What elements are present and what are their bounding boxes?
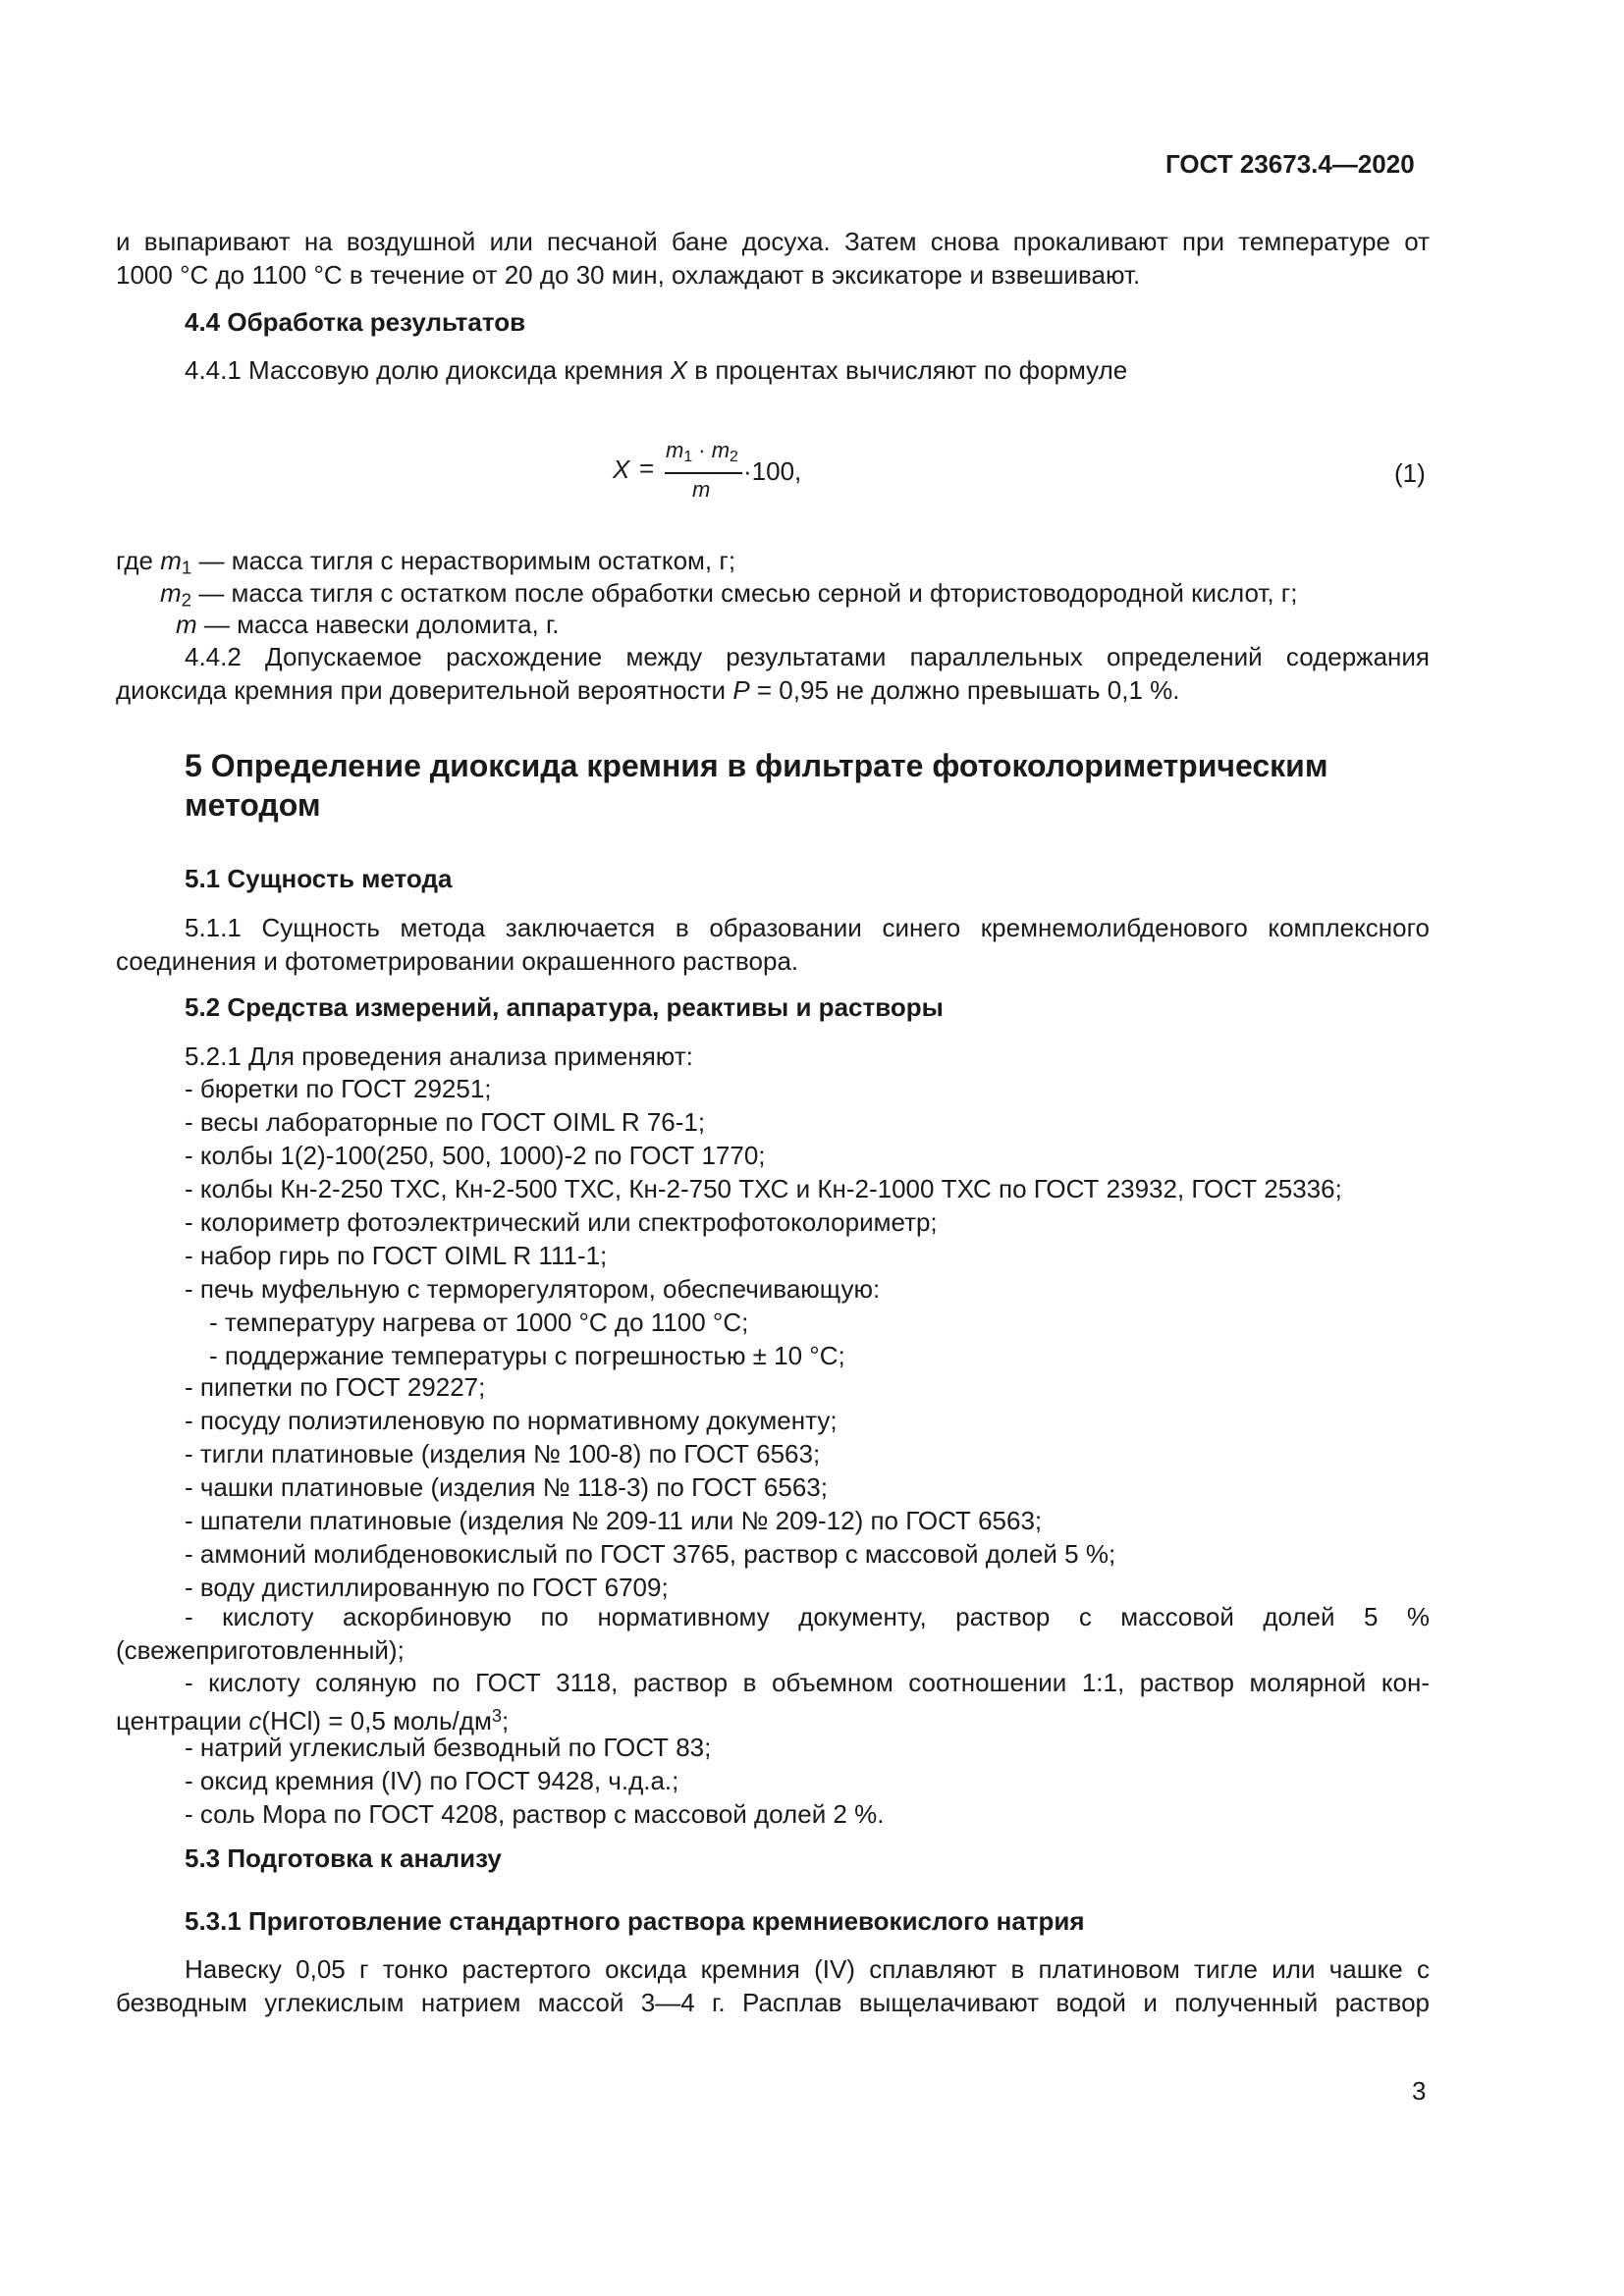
page-number: 3: [1412, 2076, 1427, 2106]
furnace-sub-list: [209, 1306, 845, 1372]
section-5-3-heading: 5.3 Подготовка к анализу: [185, 1843, 502, 1873]
paragraph-5-1-1: 5.1.1 Сущность метода заключается в образовании синего кремнемолибденового комплексного соединения и фотометрировании окрашенного раствора.: [116, 913, 1430, 976]
formula-equals: =: [639, 454, 655, 483]
paragraph-4-4-1: 4.4.1 Массовую долю диоксида кремния X в процентах вычисляют по формуле: [185, 355, 1128, 385]
p442-line-2: диоксида кремния при доверительной вероятности P = 0,95 не должно превышать 0,1 %.: [116, 675, 1180, 705]
intro-line-1: и выпаривают на воздушной или песчаной бане досуха. Затем снова прокаливают при температуре от: [116, 227, 1430, 256]
formula-denominator: m: [692, 477, 711, 502]
list-item: - шпатели платиновые (изделия № 209-11 или № 209-12) по ГОСТ 6563;: [185, 1506, 1043, 1535]
formula-lhs: X: [613, 454, 630, 484]
list-item: - колориметр фотоэлектрический или спектрофотоколориметр;: [185, 1207, 938, 1237]
where-line-m1: где $m_1$ — масса тигля с нерастворимым остатком, г;: [116, 546, 736, 578]
paragraph-5-2-1-intro: 5.2.1 Для проведения анализа применяют:: [185, 1041, 693, 1071]
where-line-m: m — масса навески доломита, г.: [176, 610, 560, 639]
list-item: - поддержание температуры с погрешностью ± 10 °С;: [209, 1341, 845, 1370]
section-5-1-heading: 5.1 Сущность метода: [185, 864, 453, 893]
formula-number: (1): [1394, 458, 1426, 488]
list-item: - набор гирь по ГОСТ OIML R 111-1;: [185, 1241, 608, 1270]
list-item: - бюретки по ГОСТ 29251;: [185, 1074, 492, 1103]
equipment-list-c: [185, 1731, 884, 1831]
formula-fraction-bar: [665, 472, 742, 474]
list-item: - посуду полиэтиленовую по нормативному документу;: [185, 1406, 838, 1435]
section-4-4-heading: 4.4 Обработка результатов: [185, 307, 526, 337]
list-item: - оксид кремния (IV) по ГОСТ 9428, ч.д.а.;: [185, 1766, 679, 1795]
intro-paragraph: [116, 225, 1430, 292]
equipment-list-a: [185, 1072, 1342, 1306]
list-item: - колбы 1(2)-100(250, 500, 1000)-2 по ГОСТ 1770;: [185, 1141, 766, 1170]
hydrochloric-acid-item: - кислоту соляную по ГОСТ 3118, раствор в объемном соотношении 1:1, раствор молярной кон- центрации c(HCl) = 0,5 моль/$дм^3$;: [116, 1668, 1430, 1736]
list-item: - чашки платиновые (изделия № 118-3) по ГОСТ 6563;: [185, 1472, 828, 1502]
section-5-3-1-heading: 5.3.1 Приготовление стандартного раствора кремниевокислого натрия: [185, 1906, 1085, 1936]
list-item: - соль Мора по ГОСТ 4208, раствор с массовой долей 2 %.: [185, 1799, 885, 1829]
section-5-heading: 5 Определение диоксида кремния в фильтрате фотоколориметрическим методом: [185, 748, 1328, 823]
list-item: - весы лабораторные по ГОСТ OIML R 76-1;: [185, 1107, 706, 1137]
formula-numerator: $m_1 \cdot m_2$: [666, 438, 738, 465]
p442-line-1: 4.4.2 Допускаемое расхождение между результатами параллельных определений содержания: [185, 642, 1430, 671]
list-item: - воду дистиллированную по ГОСТ 6709;: [185, 1573, 669, 1602]
list-item: - тигли платиновые (изделия № 100-8) по ГОСТ 6563;: [185, 1439, 821, 1468]
intro-line-2: 1000 °C до 1100 °C в течение от 20 до 30 мин, охлаждают в эксикаторе и взвешивают.: [116, 260, 1141, 290]
list-item: - натрий углекислый безводный по ГОСТ 83;: [185, 1733, 712, 1762]
list-item: - пипетки по ГОСТ 29227;: [185, 1372, 486, 1402]
paragraph-5-3-1: Навеску 0,05 г тонко растертого оксида кремния (IV) сплавляют в платиновом тигле или чашке с безводным углекислым натрием массой 3—4 г. Расплав выщелачивают водой и полученный раствор: [116, 1954, 1430, 2017]
formula-tail: ·100,: [743, 456, 802, 486]
list-item: - температуру нагрева от 1000 °С до 1100 °С;: [209, 1308, 749, 1337]
ascorbic-acid-item: - кислоту аскорбиновую по нормативному документу, раствор с массовой долей 5 % (свежеприготовленный);: [116, 1602, 1430, 1665]
section-5-2-heading: 5.2 Средства измерений, аппаратура, реактивы и растворы: [185, 992, 944, 1022]
paragraph-4-4-2: [116, 640, 1430, 707]
equipment-list-b: [185, 1370, 1115, 1604]
list-item: - колбы Кн-2-250 ТХС, Кн-2-500 ТХС, Кн-2-750 ТХС и Кн-2-1000 ТХС по ГОСТ 23932, ГОСТ 25336;: [185, 1174, 1342, 1203]
list-item: - печь муфельную с терморегулятором, обеспечивающую:: [185, 1274, 881, 1304]
list-item: - аммоний молибденовокислый по ГОСТ 3765, раствор с массовой долей 5 %;: [185, 1539, 1116, 1569]
where-line-m2: $m_2$ — масса тигля с остатком после обработки смесью серной и фтористоводородной кислот, г;: [160, 578, 1298, 611]
standard-code-header: ГОСТ 23673.4—2020: [1165, 149, 1415, 179]
